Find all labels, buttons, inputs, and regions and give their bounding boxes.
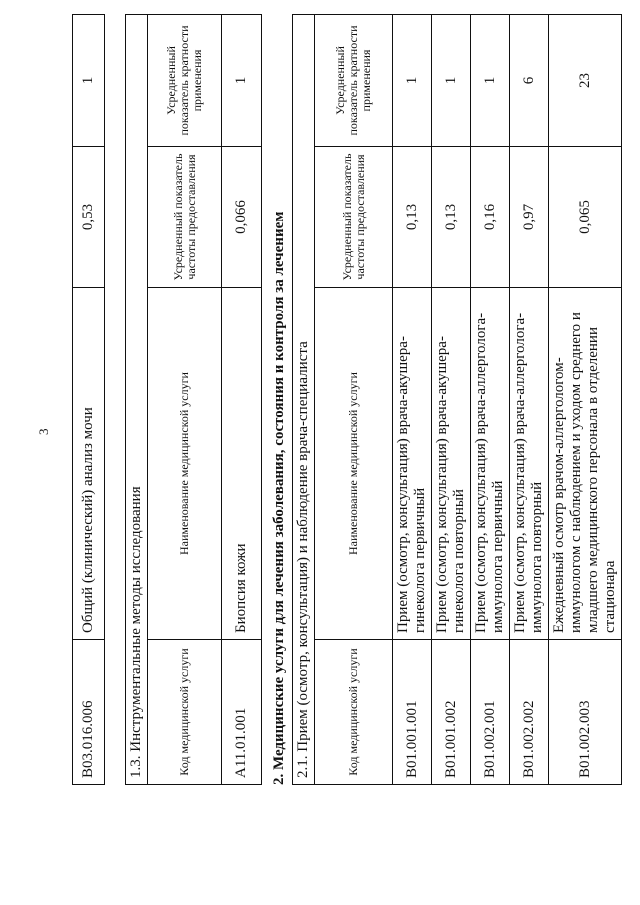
header-freq: Усредненный показатель частоты предоставления — [315, 147, 393, 288]
header-code: Код медицинской услуги — [315, 640, 393, 785]
section-2-1-title: 2.1. Прием (осмотр, консультация) и наблюдение врача-специалиста — [293, 14, 315, 784]
name-cell: Прием (осмотр, консультация) врача-акушера-гинеколога первичный — [393, 288, 432, 640]
header-name: Наименование медицинской услуги — [148, 288, 222, 640]
section-1-3-title: 1.3. Инструментальные методы исследования — [126, 14, 148, 784]
mult-cell: 6 — [510, 14, 549, 146]
mult-cell: 23 — [549, 14, 622, 146]
code-cell: A11.01.001 — [222, 640, 262, 785]
code-cell: B03.016.006 — [73, 640, 105, 785]
freq-cell: 0,13 — [432, 147, 471, 288]
header-mult: Усредненный показатель кратности применения — [148, 14, 222, 146]
name-cell: Прием (осмотр, консультация) врача-аллерголога-иммунолога повторный — [510, 288, 549, 640]
code-cell: B01.001.002 — [432, 640, 471, 785]
name-cell: Прием (осмотр, консультация) врача-акушера-гинеколога повторный — [432, 288, 471, 640]
table-row — [393, 14, 432, 784]
table-row — [471, 14, 510, 784]
code-cell: B01.002.002 — [510, 640, 549, 785]
name-cell: Общий (клинический) анализ мочи — [73, 288, 105, 640]
freq-cell: 0,066 — [222, 147, 262, 288]
table-row — [73, 15, 105, 785]
header-mult: Усредненный показатель кратности применения — [315, 14, 393, 146]
mult-cell: 1 — [432, 14, 471, 146]
table-row — [432, 14, 471, 784]
name-cell: Биопсия кожи — [222, 288, 262, 640]
table-section-1-3 — [125, 14, 262, 785]
table-row — [549, 14, 622, 784]
freq-cell: 0,16 — [471, 147, 510, 288]
freq-cell: 0,53 — [73, 147, 105, 288]
code-cell: B01.001.001 — [393, 640, 432, 785]
section-2-heading: 2. Медицинские услуги для лечения заболевания, состояния и контроля за лечением — [271, 211, 287, 785]
header-code: Код медицинской услуги — [148, 640, 222, 785]
code-cell: B01.002.003 — [549, 640, 622, 785]
header-freq: Усредненный показатель частоты предоставления — [148, 147, 222, 288]
table-lab-continued — [72, 14, 105, 785]
name-cell: Прием (осмотр, консультация) врача-аллерголога-иммунолога первичный — [471, 288, 510, 640]
name-cell: Ежедневный осмотр врачом-аллергологом-иммунологом с наблюдением и уходом среднего и младшего медицинского персонала в отделении стационара — [549, 288, 622, 640]
page-number: 3 — [36, 428, 51, 435]
mult-cell: 1 — [73, 15, 105, 147]
table-header-row — [148, 14, 222, 784]
freq-cell: 0,97 — [510, 147, 549, 288]
mult-cell: 1 — [471, 14, 510, 146]
mult-cell: 1 — [222, 14, 262, 146]
header-name: Наименование медицинской услуги — [315, 288, 393, 640]
mult-cell: 1 — [393, 14, 432, 146]
table-row — [222, 14, 262, 784]
freq-cell: 0,13 — [393, 147, 432, 288]
table-header-row — [315, 14, 393, 784]
table-section-2-1 — [292, 14, 622, 785]
code-cell: B01.002.001 — [471, 640, 510, 785]
freq-cell: 0,065 — [549, 147, 622, 288]
table-row — [510, 14, 549, 784]
